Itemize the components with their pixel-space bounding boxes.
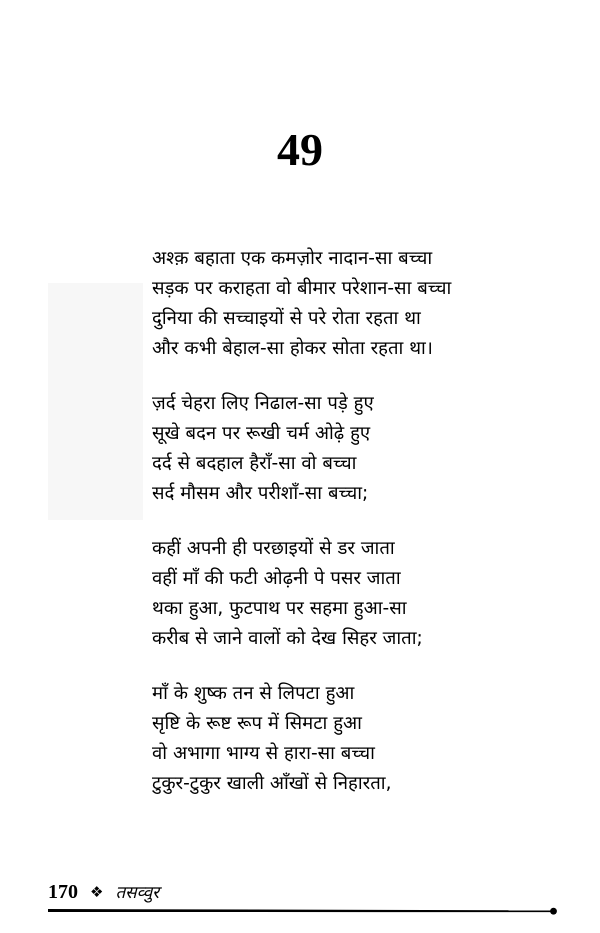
stanza — [152, 679, 572, 799]
verse-line: कहीं अपनी ही परछाइयों से डर जाता — [152, 538, 395, 559]
verse-line: करीब से जाने वालों को देख सिहर जाता; — [152, 628, 423, 649]
verse-line: सूखे बदन पर रूखी चर्म ओढ़े हुए — [152, 423, 371, 444]
footer-page-number: 170 — [48, 881, 78, 903]
verse-line: दर्द से बदहाल हैराँ-सा वो बच्चा — [152, 453, 357, 474]
verse-line: वहीं माँ की फटी ओढ़नी पे पसर जाता — [152, 568, 401, 589]
footer-divider — [48, 906, 560, 918]
verse-line: और कभी बेहाल-सा होकर सोता रहता था। — [152, 338, 433, 359]
verse-line: वो अभागा भाग्य से हारा-सा बच्चा — [152, 743, 375, 764]
stanza — [152, 244, 572, 364]
verse-line: सृष्टि के रूष्ट रूप में सिमटा हुआ — [152, 713, 362, 734]
verse-line: टुकुर-टुकुर खाली आँखों से निहारता, — [152, 773, 392, 794]
diamond-separator-icon: ❖ — [90, 883, 104, 901]
stanza — [152, 534, 572, 654]
stanza — [152, 389, 572, 509]
verse-line: सर्द मौसम और परीशाँ-सा बच्चा; — [152, 483, 369, 504]
verse-line: माँ के शुष्क तन से लिपटा हुआ — [152, 683, 355, 704]
scan-smudge-artifact — [48, 283, 143, 520]
verse-line: थका हुआ, फुटपाथ पर सहमा हुआ-सा — [152, 598, 407, 619]
footer-book-title: तसव्वुर — [115, 883, 160, 903]
poem-body — [152, 244, 572, 799]
verse-line: ज़र्द चेहरा लिए निढाल-सा पड़े हुए — [152, 393, 374, 414]
footer-row — [48, 880, 560, 904]
verse-line: सड़क पर कराहता वो बीमार परेशान-सा बच्चा — [152, 278, 452, 299]
verse-line: दुनिया की सच्चाइयों से परे रोता रहता था — [152, 308, 421, 329]
verse-line: अश्क़ बहाता एक कमज़ोर नादान-सा बच्चा — [152, 248, 433, 269]
page-title: 49 — [277, 124, 323, 175]
page-footer — [48, 880, 560, 920]
